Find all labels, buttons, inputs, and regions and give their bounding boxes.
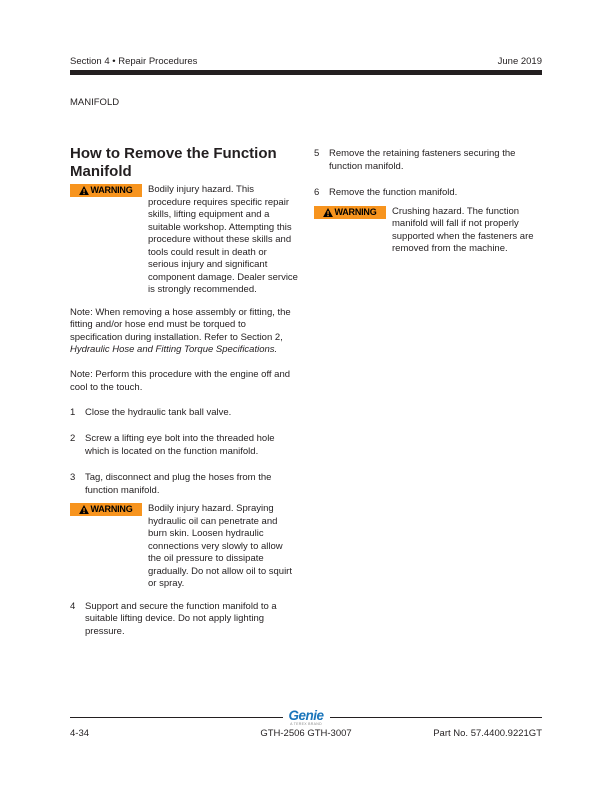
warning-text: Bodily injury hazard. This procedure requires specific repair skills, lifting equipment and a suitable workshop. Attempting this procedure without these skills and tools could result in death or serious injury and significant component damage. Dealer service is strongly recommended. xyxy=(148,184,298,295)
warning-badge xyxy=(70,184,142,197)
header-date: June 2019 xyxy=(497,56,542,67)
page-footer xyxy=(70,709,542,739)
warning-text: Bodily injury hazard. Spraying hydraulic oil can penetrate and burn skin. Loosen hydraulic connections very slowly to allow the oil pressure to dissipate gradually. Do not allow oil to squirt or spray. xyxy=(148,503,292,589)
right-column xyxy=(314,145,542,652)
step-text: Close the hydraulic tank ball valve. xyxy=(85,406,232,418)
section-label: MANIFOLD xyxy=(70,97,120,108)
step-1 xyxy=(70,407,298,420)
step-6 xyxy=(314,187,542,200)
step-number: 3 xyxy=(70,472,76,483)
warning-label: WARNING xyxy=(90,185,133,195)
warning-triangle-icon xyxy=(79,186,89,195)
warning-badge xyxy=(314,206,386,219)
step-4 xyxy=(70,601,298,639)
step-text: Tag, disconnect and plug the hoses from the function manifold. xyxy=(85,472,272,496)
note-text-italic: Hydraulic Hose and Fitting Torque Specifications. xyxy=(70,344,278,355)
note-text: Note: Perform this procedure with the engine off and cool to the touch. xyxy=(70,369,291,393)
step-number: 5 xyxy=(314,148,320,159)
footer-model: GTH-2506 GTH-3007 xyxy=(260,728,352,739)
step-number: 1 xyxy=(70,406,76,418)
note-engine-off xyxy=(70,369,298,394)
footer-part-number: Part No. 57.4400.9221GT xyxy=(433,728,542,739)
header-section-title: Section 4 • Repair Procedures xyxy=(70,56,198,67)
step-3 xyxy=(70,472,298,497)
step-text: Remove the retaining fasteners securing the function manifold. xyxy=(329,148,516,172)
step-number: 4 xyxy=(70,600,76,612)
footer-page-number: 4-34 xyxy=(70,728,90,739)
step-text: Support and secure the function manifold to a suitable lifting device. Do not apply lighting pressure. xyxy=(85,600,277,637)
note-text: Note: When removing a hose assembly or fitting, the fitting and/or hose end must be torqued to specification during installation. Refer to Section 2, xyxy=(70,306,291,343)
warning-triangle-icon xyxy=(323,208,333,217)
genie-logo-text: Genie xyxy=(288,708,324,723)
header-divider-bar xyxy=(70,70,542,75)
warning-triangle-icon xyxy=(79,505,89,514)
step-2 xyxy=(70,433,298,458)
warning-label: WARNING xyxy=(90,504,133,514)
warning-label: WARNING xyxy=(334,206,377,217)
step-number: 6 xyxy=(314,187,320,198)
warning-block xyxy=(70,184,298,297)
left-column xyxy=(70,145,298,652)
page-body xyxy=(70,145,542,652)
warning-badge xyxy=(70,503,142,516)
warning-block xyxy=(314,206,542,256)
footer-rule xyxy=(330,717,543,718)
step-text: Screw a lifting eye bolt into the threaded hole which is located on the function manifold. xyxy=(85,433,275,457)
note-torque xyxy=(70,307,298,357)
logo-tagline: A TEREX BRAND xyxy=(290,722,322,726)
step-number: 2 xyxy=(70,433,76,444)
genie-logo xyxy=(283,709,330,726)
page-header xyxy=(70,56,542,75)
warning-block xyxy=(70,503,298,591)
page-title: How to Remove the Function Manifold xyxy=(70,145,277,180)
step-5 xyxy=(314,148,542,173)
step-text: Remove the function manifold. xyxy=(329,187,458,198)
warning-text: Crushing hazard. The function manifold will fall if not properly supported when the fasteners are removed from the machine. xyxy=(392,205,534,254)
footer-rule xyxy=(70,717,283,718)
